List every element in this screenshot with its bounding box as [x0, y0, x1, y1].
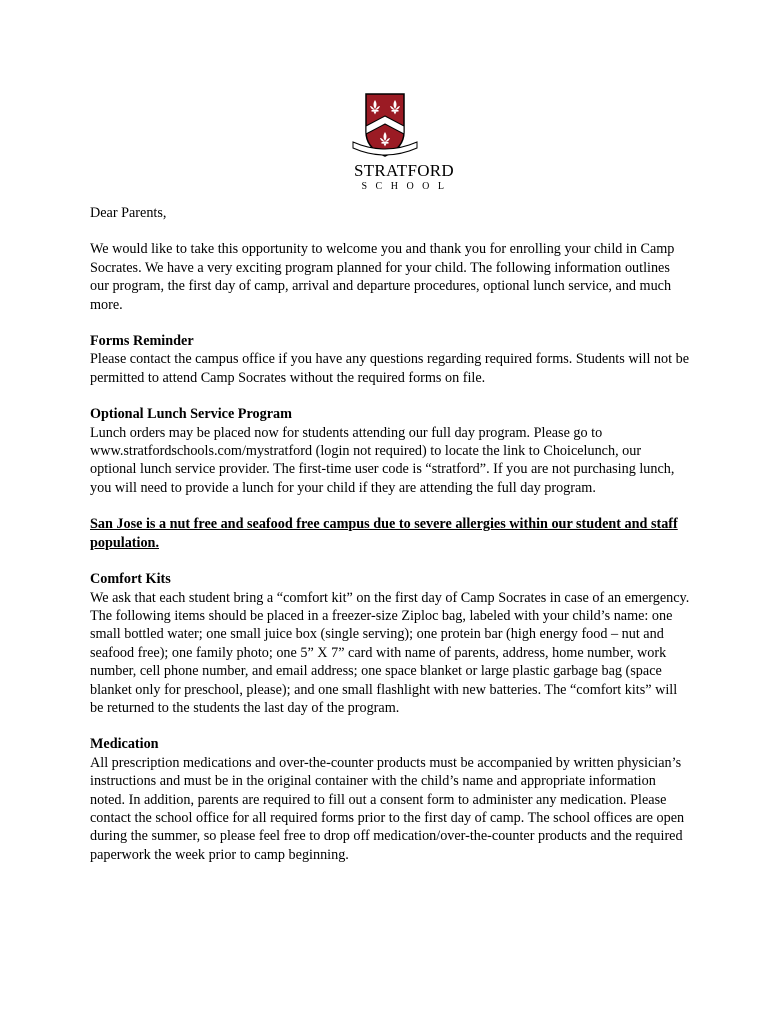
greeting: Dear Parents, — [90, 205, 167, 221]
crest-icon — [325, 92, 445, 160]
lunch-paragraph: Lunch orders may be placed now for students attending our full day program. Please go to www.stratfordschools.com/mystratford (login not required) to locate the link to Choicelunch, our optional lunch service provider. The first-time user code is “stratford”. If you are not purchasing lunch, you will need to provide a lunch for your child if they are attending the full day program. — [90, 424, 675, 496]
comfort-kits-paragraph: We ask that each student bring a “comfort kit” on the first day of Camp Socrates in case of an emergency. The following items should be placed in a freezer-size Ziploc bag, labeled with your child’s name: one small bottled water; one small juice box (single serving); one protein bar (high energy food – nut and seafood free); one family photo; one 5” X 7” card with name of parents, address, home number, work number, cell phone number, and email address; one space blanket or large plastic garbage bag (space blanket only for preschool, please); and one small flashlight with new batteries. The “comfort kits” will be returned to the students the last day of the program. — [90, 589, 690, 716]
school-logo — [0, 92, 770, 192]
logo-name: STRATFORD — [353, 161, 454, 180]
medication-paragraph: All prescription medications and over-the-counter products must be accompanied by written physician’s instructions and must be in the original container with the child’s name and appropriate information noted. In addition, parents are required to fill out a consent form to administer any medication. Please contact the school office for all required forms prior to the first day of camp. The school offices are open during the summer, so please feel free to drop off medication/over-the-counter products and the required paperwork the week prior to camp beginning. — [90, 754, 685, 863]
forms-heading: Forms Reminder — [90, 333, 194, 350]
comfort-kits-heading: Comfort Kits — [90, 571, 171, 588]
intro-paragraph: We would like to take this opportunity to welcome you and thank you for enrolling your child in Camp Socrates. We have a very exciting program planned for your child. The following information outlines our program, the first day of camp, arrival and departure procedures, optional lunch service, and much more. — [90, 241, 675, 313]
forms-paragraph: Please contact the campus office if you have any questions regarding required forms. Students will not be permitted to attend Camp Socrates without the required forms on file. — [90, 351, 689, 386]
medication-heading: Medication — [90, 736, 159, 753]
lunch-heading: Optional Lunch Service Program — [90, 406, 292, 423]
logo-subtitle: SCHOOL — [361, 181, 453, 192]
letter-body — [90, 204, 690, 864]
allergy-notice: San Jose is a nut free and seafood free campus due to severe allergies within our student and staff population. — [90, 516, 678, 551]
